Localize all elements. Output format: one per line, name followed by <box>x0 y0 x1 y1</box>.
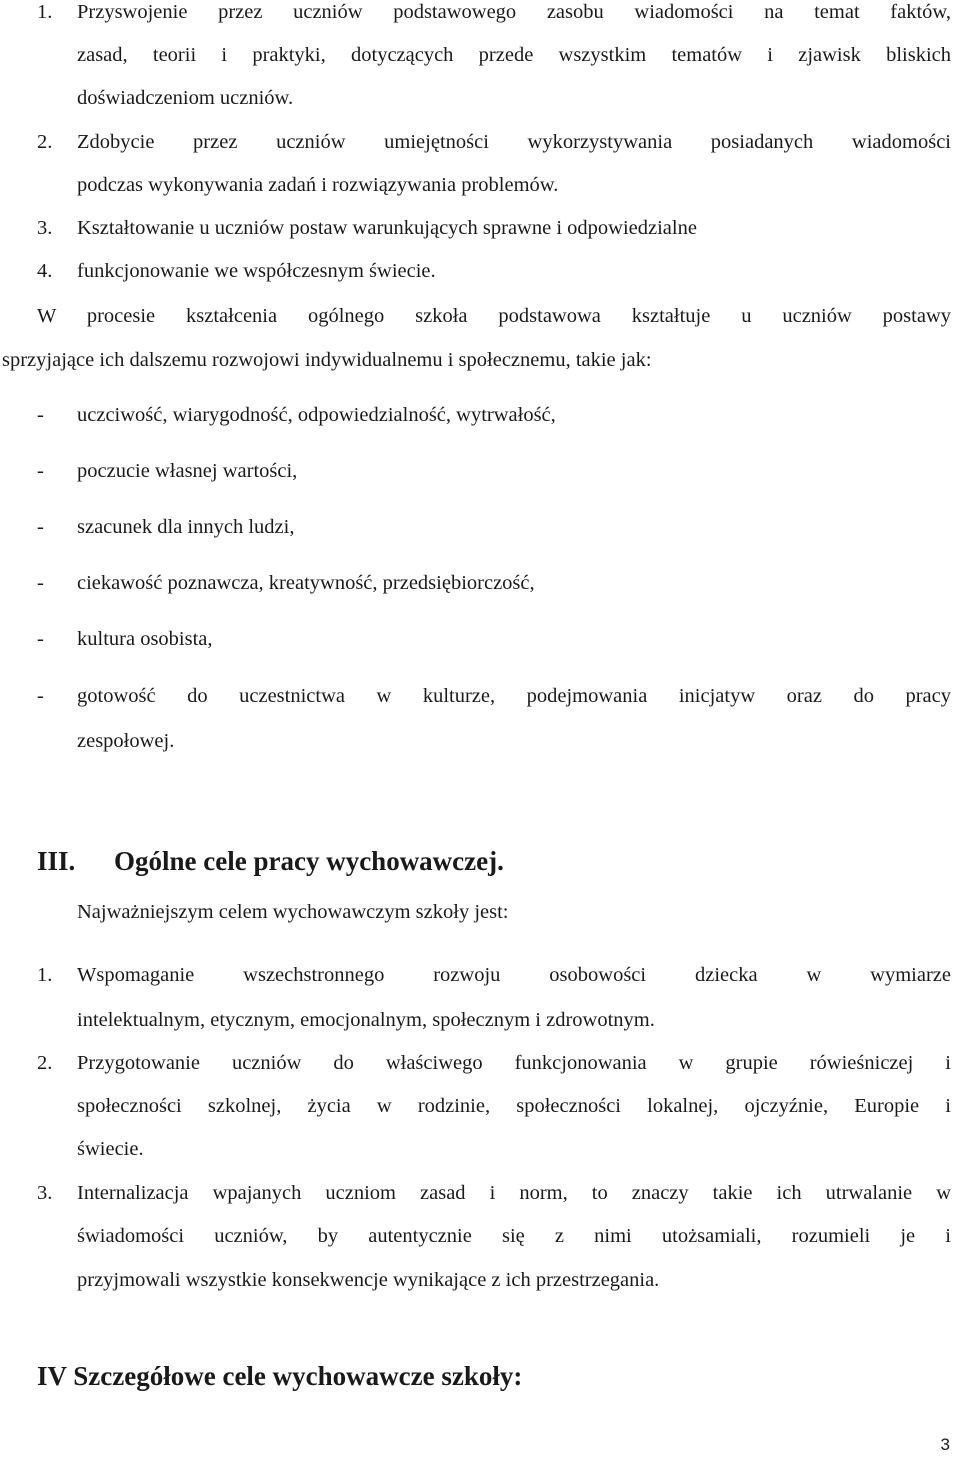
list-item: ciekawość poznawcza, kreatywność, przedsiębiorczość, <box>77 572 535 594</box>
list-item-line: intelektualnym, etycznym, emocjonalnym, społecznym i zdrowotnym. <box>77 1009 655 1031</box>
section-3-title: Ogólne cele pracy wychowawczej. <box>114 846 504 876</box>
list-item-line: przyjmowali wszystkie konsekwencje wynikające z ich przestrzegania. <box>77 1269 660 1291</box>
dash-bullet: - <box>37 572 44 594</box>
section-4-title: IV Szczegółowe cele wychowawcze szkoły: <box>37 1361 523 1391</box>
list-item-line: doświadczeniom uczniów. <box>77 87 294 109</box>
section-3-numeral: III. <box>37 846 76 876</box>
list-item-line: społeczności szkolnej, życia w rodzinie, społeczności lokalnej, ojczyźnie, Europie i <box>77 1096 951 1117</box>
list-number: 1. <box>37 964 53 986</box>
dash-bullet: - <box>37 404 44 426</box>
list-number: 4. <box>37 260 53 282</box>
list-item-line: świecie. <box>77 1138 144 1160</box>
list-item-line: Przyswojenie przez uczniów podstawowego zasobu wiadomości na temat faktów, <box>77 2 951 23</box>
paragraph-line: sprzyjające ich dalszemu rozwojowi indywidualnemu i społecznemu, takie jak: <box>2 349 652 371</box>
list-item-line: Wspomaganie wszechstronnego rozwoju osobowości dziecka w wymiarze <box>77 965 951 986</box>
list-item-line: Kształtowanie u uczniów postaw warunkujących sprawne i odpowiedzialne <box>77 217 697 239</box>
list-item: gotowość do uczestnictwa w kulturze, podejmowania inicjatyw oraz do pracy <box>77 686 951 707</box>
list-item-line: zasad, teorii i praktyki, dotyczących przede wszystkim tematów i zjawisk bliskich <box>77 45 951 66</box>
paragraph-line: W procesie kształcenia ogólnego szkoła podstawowa kształtuje u uczniów postawy <box>37 306 951 327</box>
list-number: 3. <box>37 217 53 239</box>
list-item-line: Internalizacja wpajanych uczniom zasad i norm, to znaczy takie ich utrwalanie w <box>77 1183 951 1204</box>
dash-bullet: - <box>37 628 44 650</box>
list-item-line: świadomości uczniów, by autentycznie się z nimi utożsamiali, rozumieli je i <box>77 1226 951 1247</box>
list-number: 2. <box>37 131 53 153</box>
list-number: 1. <box>37 1 53 23</box>
section-3-lead: Najważniejszym celem wychowawczym szkoły jest: <box>77 901 509 923</box>
list-item: poczucie własnej wartości, <box>77 460 298 482</box>
list-item: uczciwość, wiarygodność, odpowiedzialność, wytrwałość, <box>77 404 556 426</box>
dash-bullet: - <box>37 685 44 707</box>
list-number: 2. <box>37 1052 53 1074</box>
list-item-line: Zdobycie przez uczniów umiejętności wykorzystywania posiadanych wiadomości <box>77 132 951 153</box>
list-item-continuation: zespołowej. <box>77 730 175 752</box>
dash-bullet: - <box>37 460 44 482</box>
list-item-line: Przygotowanie uczniów do właściwego funkcjonowania w grupie rówieśniczej i <box>77 1053 951 1074</box>
list-item-line: podczas wykonywania zadań i rozwiązywania problemów. <box>77 174 559 196</box>
page-number: 3 <box>940 1435 950 1454</box>
dash-bullet: - <box>37 516 44 538</box>
list-item: szacunek dla innych ludzi, <box>77 516 295 538</box>
list-item-line: funkcjonowanie we współczesnym świecie. <box>77 260 436 282</box>
list-number: 3. <box>37 1182 53 1204</box>
list-item: kultura osobista, <box>77 628 213 650</box>
